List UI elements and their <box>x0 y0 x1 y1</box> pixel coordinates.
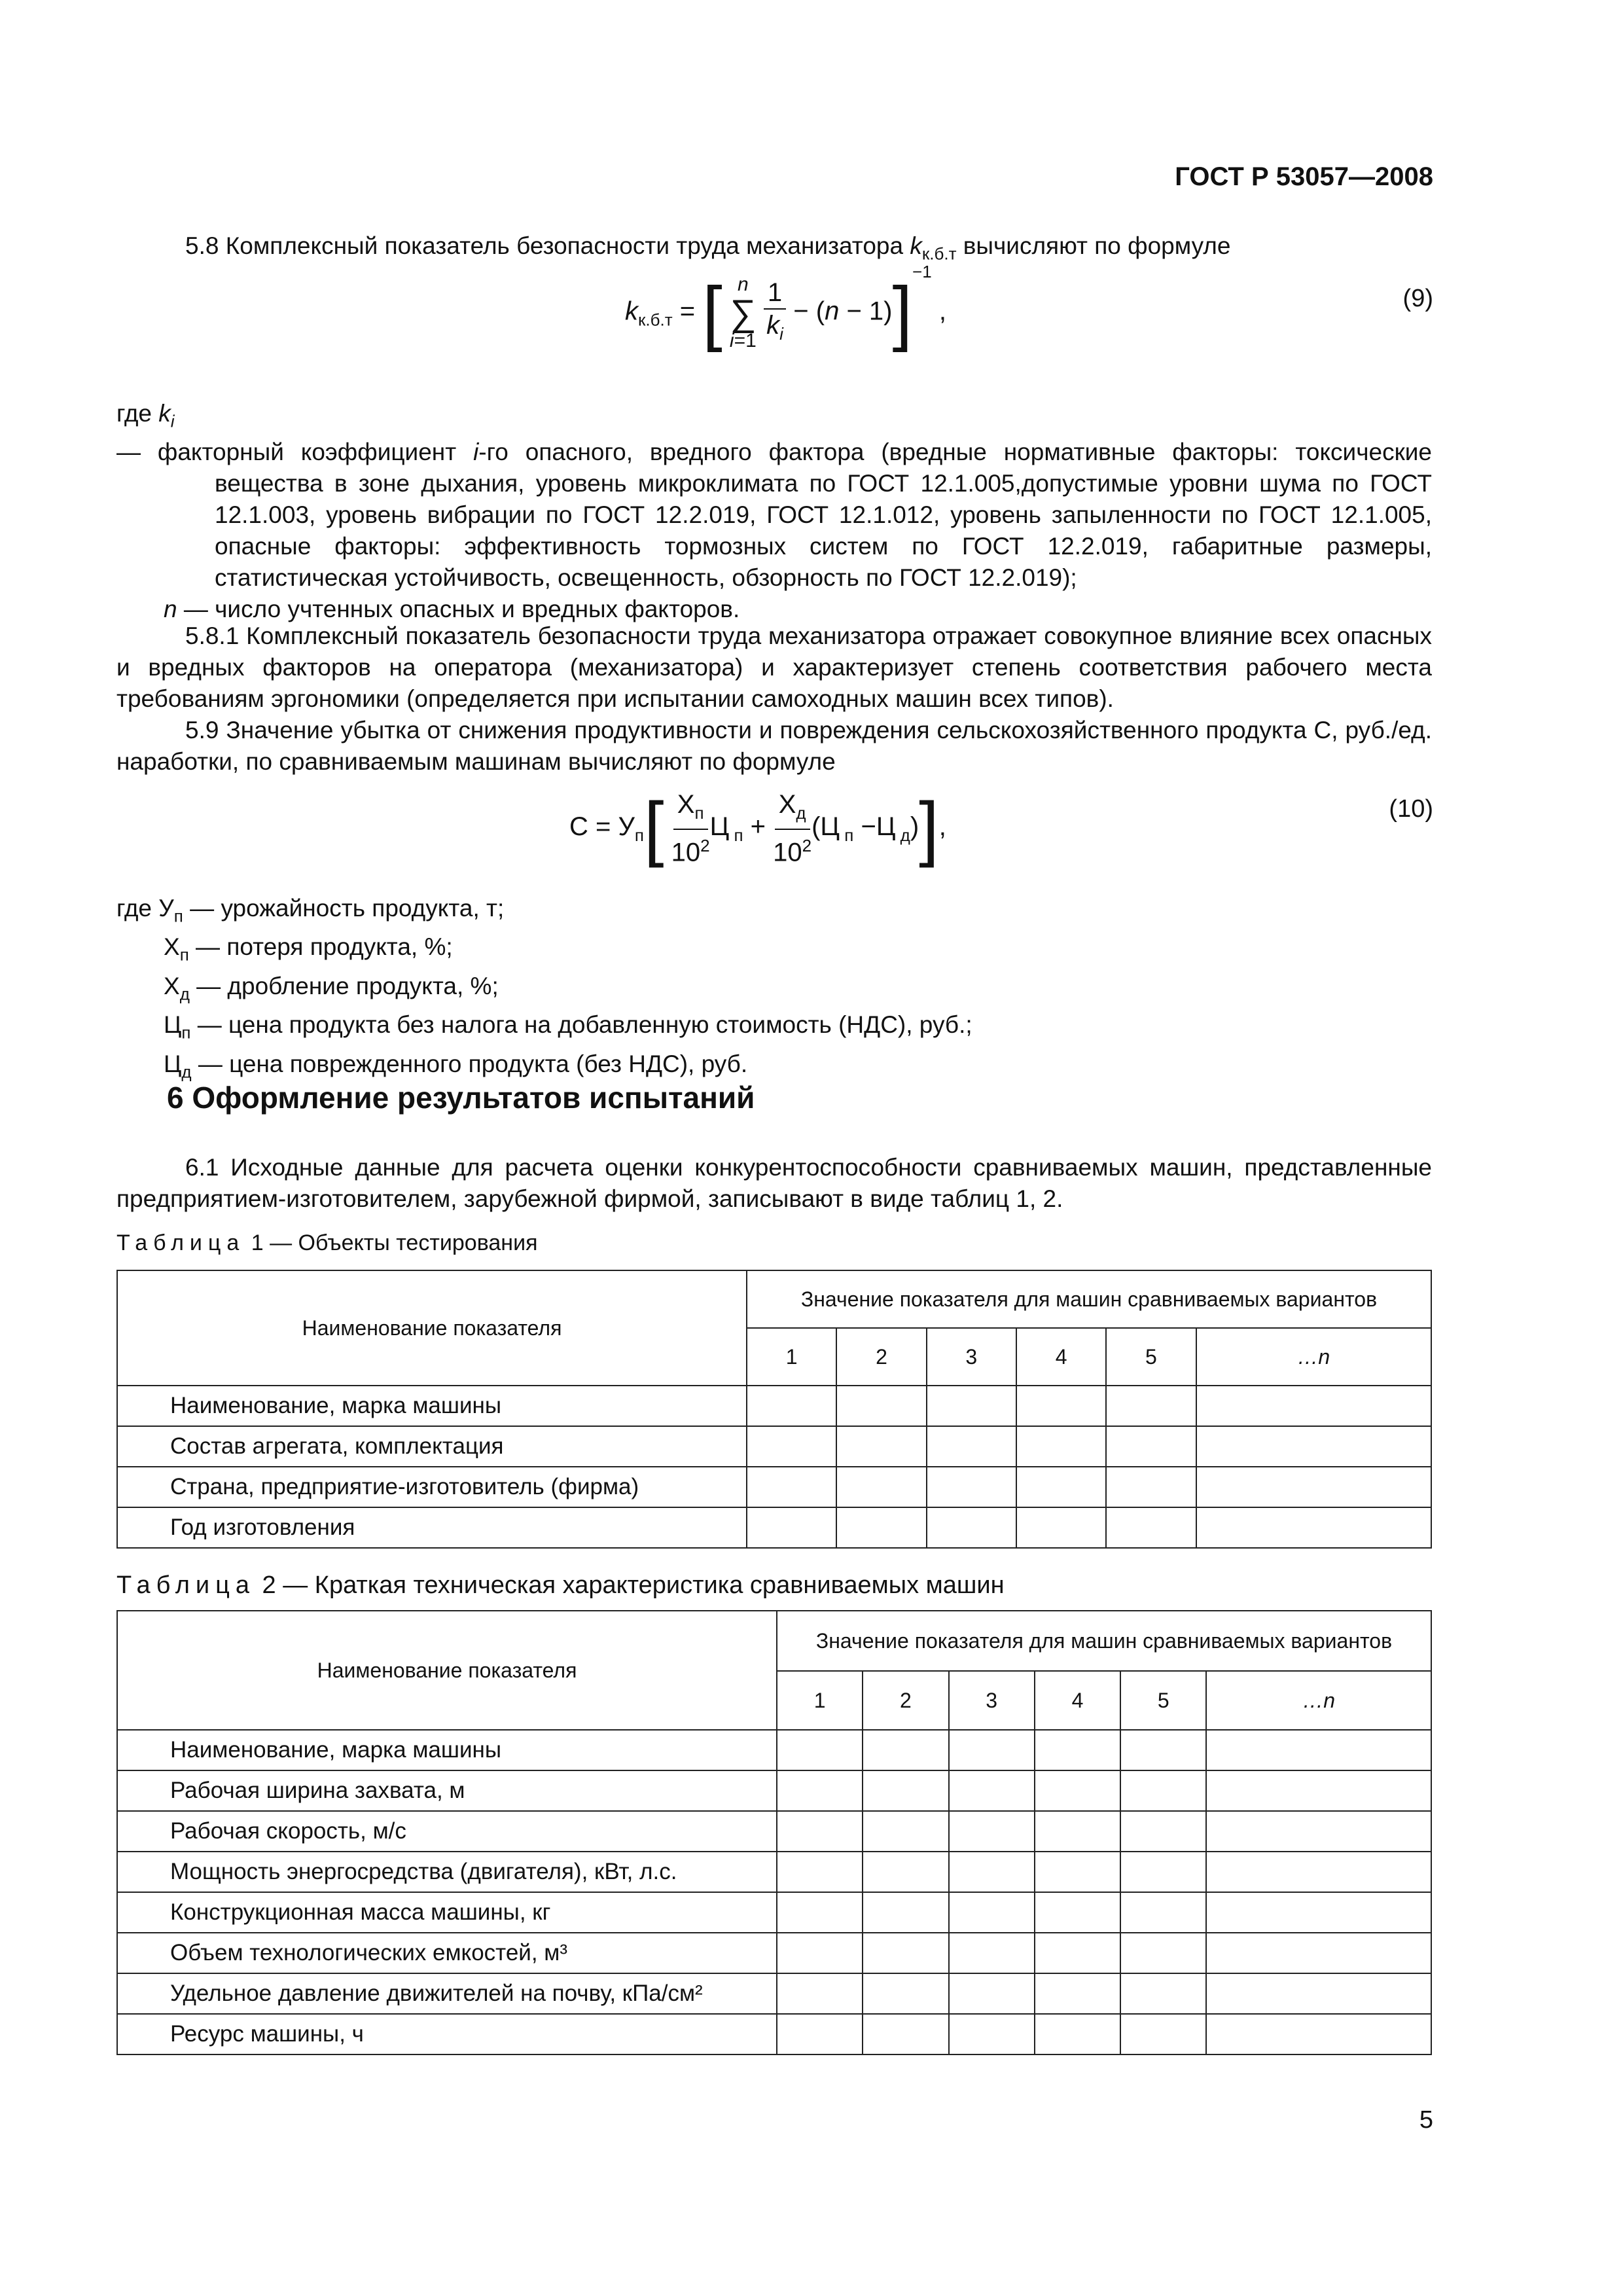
table-1-row-label: Страна, предприятие-изготовитель (фирма) <box>117 1467 747 1507</box>
table-2-header-group: Значение показателя для машин сравниваемых вариантов <box>777 1611 1431 1671</box>
formula-10: $С = У_п$[ $\frac{Х_п}{10^2}$ Ц $_п$ + $\frac{Х_д}{10^2}$ (Ц $_п$ −Ц $_д$)], <box>569 787 946 869</box>
table-1-caption: Таблица 1 — Объекты тестирования <box>116 1230 538 1255</box>
section-6-heading: 6 Оформление результатов испытаний <box>167 1081 755 1115</box>
formula-9-definitions <box>116 398 1432 625</box>
document-code: ГОСТ Р 53057—2008 <box>1175 162 1433 191</box>
paragraph-6-1: 6.1 Исходные данные для расчета оценки конкурентоспособности сравниваемых машин, представленные предприятием-изготовителем, зарубежной фирмой, записывают в виде таблиц 1, 2. <box>116 1154 1432 1212</box>
table-2-col: 4 <box>1035 1671 1120 1730</box>
table-2-col: 1 <box>777 1671 863 1730</box>
table-row <box>117 1386 1431 1426</box>
table-1-col: 4 <box>1016 1328 1106 1386</box>
paragraph-5-9: 5.9 Значение убытка от снижения продуктивности и повреждения сельскохозяйственного продукта С, руб./ед. наработки, по сравниваемым машинам вычисляют по формуле <box>116 717 1432 775</box>
definition-n: n — число учтенных опасных и вредных факторов. <box>164 596 740 623</box>
table-2-row-label: Рабочая ширина захвата, м <box>117 1770 777 1811</box>
symbol-k-sub: к.б.т <box>921 243 957 264</box>
table-2 <box>116 1610 1432 2055</box>
table-1-col: 2 <box>836 1328 926 1386</box>
formula-10-number: (10) <box>1389 795 1433 823</box>
table-2-row-label: Рабочая скорость, м/с <box>117 1811 777 1852</box>
table-1-header-name: Наименование показателя <box>117 1270 747 1386</box>
table-2-col: 5 <box>1120 1671 1206 1730</box>
table-1-header-group: Значение показателя для машин сравниваемых вариантов <box>747 1270 1431 1328</box>
table-row <box>117 2014 1431 2054</box>
table-1-row-label: Наименование, марка машины <box>117 1386 747 1426</box>
table-row <box>117 1507 1431 1548</box>
paragraph-5-8-1: 5.8.1 Комплексный показатель безопасности труда механизатора отражает совокупное влияние всех опасных и вредных факторов на оператора (механизатора) и характеризует степень соответствия рабочего места требованиям эргономики (определяется при испытании самоходных машин всех типов). <box>116 622 1432 712</box>
table-1-col: 3 <box>927 1328 1016 1386</box>
table-row <box>117 1892 1431 1933</box>
definition-c-d: $Ц_д$ — цена поврежденного продукта (без НДС), руб. <box>164 1050 748 1081</box>
table-row <box>117 1973 1431 2014</box>
table-2-col: …n <box>1206 1671 1431 1730</box>
table-2-caption: Таблица 2 — Краткая техническая характеристика сравниваемых машин <box>116 1571 1005 1599</box>
table-1-row-label: Состав агрегата, комплектация <box>117 1426 747 1467</box>
table-2-row-label: Наименование, марка машины <box>117 1730 777 1770</box>
page-number: 5 <box>1419 2106 1433 2134</box>
definition-c-p: $Ц_п$ — цена продукта без налога на добавленную стоимость (НДС), руб.; <box>164 1011 972 1043</box>
table-row <box>117 1811 1431 1852</box>
paragraph-5-8-suffix: вычисляют по формуле <box>956 232 1231 259</box>
paragraph-5-8-text: 5.8 Комплексный показатель безопасности труда механизатора <box>185 232 910 259</box>
formula-9: $k_{к.б.т}$ = [ n ∑ i=1 $\frac{1}{k_i}$ − (n − 1)]$^{-1}$ , <box>625 262 946 353</box>
table-2-header-name: Наименование показателя <box>117 1611 777 1730</box>
definition-x-p: $Х_п$ — потеря продукта, %; <box>164 933 453 965</box>
table-2-col: 2 <box>863 1671 948 1730</box>
table-2-row-label: Ресурс машины, ч <box>117 2014 777 2054</box>
symbol-k: k <box>910 232 922 259</box>
table-2-row-label: Объем технологических емкостей, м³ <box>117 1933 777 1973</box>
definition-k-i: где $k_i$ — факторный коэффициент i-го опасного, вредного фактора (вредные нормативные факторы: токсические вещества в зоне дыхания, уровень микроклимата по ГОСТ 12.1.005,допустимые уровни шума по ГОСТ 12.1.003, уровень вибрации по ГОСТ 12.2.019, ГОСТ 12.1.012, уровень запыленности по ГОСТ 12.1.005, опасные факторы: эффективность тормозных систем по ГОСТ 12.2.019, габаритные размеры, статистическая устойчивость, освещенность, обзорность по ГОСТ 12.2.019); <box>116 400 1432 592</box>
table-2-row-label: Мощность энергосредства (двигателя), кВт, л.с. <box>117 1852 777 1892</box>
table-1-col: 1 <box>747 1328 836 1386</box>
table-row <box>117 1426 1431 1467</box>
paragraph-5-8 <box>116 230 1432 269</box>
table-1-row-label: Год изготовления <box>117 1507 747 1548</box>
table-row <box>117 1933 1431 1973</box>
table-1-col: 5 <box>1106 1328 1196 1386</box>
table-1-col: …n <box>1196 1328 1431 1386</box>
table-row <box>117 1770 1431 1811</box>
definition-x-d: $Х_д$ — дробление продукта, %; <box>164 972 499 1004</box>
formula-9-number: (9) <box>1402 285 1433 312</box>
table-row <box>117 1730 1431 1770</box>
table-row <box>117 1852 1431 1892</box>
formula-10-definitions <box>116 893 1432 1087</box>
table-2-row-label: Удельное давление движителей на почву, кПа/см² <box>117 1973 777 2014</box>
table-2-row-label: Конструкционная масса машины, кг <box>117 1892 777 1933</box>
table-1 <box>116 1270 1432 1549</box>
table-2-col: 3 <box>949 1671 1035 1730</box>
definition-u-p: где $У_п$ — урожайность продукта, т; <box>116 895 505 926</box>
table-row <box>117 1467 1431 1507</box>
